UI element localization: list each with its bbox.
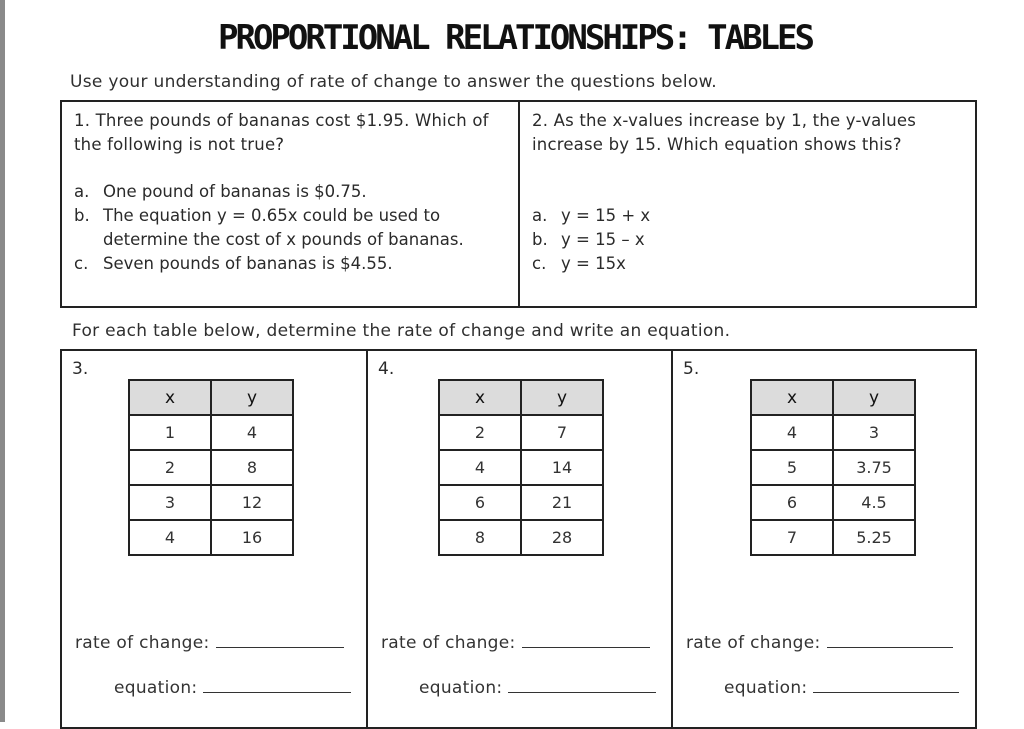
page-title: PROPORTIONAL RELATIONSHIPS: TABLES (218, 18, 812, 58)
table-row (439, 520, 603, 555)
cell-x: 4 (751, 415, 833, 450)
table-panel-5 (673, 351, 977, 727)
option-text: Seven pounds of bananas is $4.55. (103, 254, 393, 273)
question-1-options (74, 180, 513, 276)
cell-y: 5.25 (833, 520, 915, 555)
rate-of-change-blank[interactable] (216, 633, 344, 648)
rate-of-change-label: rate of change: (75, 633, 210, 653)
tables-instructions: For each table below, determine the rate of change and write an equation. (72, 321, 731, 341)
cell-y: 14 (521, 450, 603, 485)
rate-of-change-label: rate of change: (686, 633, 821, 653)
xy-table (750, 379, 916, 556)
cell-x: 2 (129, 450, 211, 485)
option-letter: a. (532, 206, 548, 225)
top-instructions: Use your understanding of rate of change to answer the questions below. (70, 72, 717, 92)
tables-box (60, 349, 977, 729)
xy-table (438, 379, 604, 556)
problem-number: 3. (72, 359, 89, 379)
equation-row (114, 678, 351, 698)
equation-label: equation: (724, 678, 808, 698)
rate-of-change-blank[interactable] (827, 633, 953, 648)
option-letter: b. (74, 206, 90, 225)
rate-of-change-row (686, 633, 953, 653)
cell-x: 8 (439, 520, 521, 555)
table-panel-4 (368, 351, 671, 727)
equation-row (419, 678, 656, 698)
table-panel-3 (62, 351, 366, 727)
table-row (129, 450, 293, 485)
question-1-option-c[interactable] (74, 252, 513, 276)
table-row (439, 485, 603, 520)
cell-y: 12 (211, 485, 293, 520)
rate-of-change-blank[interactable] (522, 633, 650, 648)
option-text: y = 15 – x (561, 230, 645, 249)
equation-label: equation: (419, 678, 503, 698)
equation-label: equation: (114, 678, 198, 698)
table-header-row (751, 380, 915, 415)
rate-of-change-label: rate of change: (381, 633, 516, 653)
problem-number: 4. (378, 359, 395, 379)
cell-x: 3 (129, 485, 211, 520)
cell-y: 3.75 (833, 450, 915, 485)
cell-y: 8 (211, 450, 293, 485)
header-y: y (211, 380, 293, 415)
question-2-prompt: 2. As the x-values increase by 1, the y-values increase by 15. Which equation shows this? (532, 111, 917, 154)
table-row (751, 520, 915, 555)
cell-y: 4.5 (833, 485, 915, 520)
table-row (129, 520, 293, 555)
option-text: One pound of bananas is $0.75. (103, 182, 367, 201)
cell-y: 7 (521, 415, 603, 450)
question-2-option-b[interactable] (532, 228, 650, 252)
cell-x: 7 (751, 520, 833, 555)
page-left-border (0, 0, 5, 722)
rate-of-change-row (75, 633, 344, 653)
xy-table (128, 379, 294, 556)
cell-x: 6 (751, 485, 833, 520)
questions-divider (518, 102, 520, 306)
option-letter: a. (74, 182, 90, 201)
cell-y: 21 (521, 485, 603, 520)
table-row (751, 485, 915, 520)
header-x: x (751, 380, 833, 415)
option-text: y = 15x (561, 254, 626, 273)
cell-x: 4 (129, 520, 211, 555)
header-x: x (129, 380, 211, 415)
question-1-prompt: 1. Three pounds of bananas cost $1.95. Which of the following is not true? (74, 111, 489, 154)
equation-row (724, 678, 959, 698)
header-y: y (833, 380, 915, 415)
question-2-options (532, 204, 650, 276)
table-row (439, 450, 603, 485)
cell-y: 4 (211, 415, 293, 450)
rate-of-change-row (381, 633, 650, 653)
table-row (129, 415, 293, 450)
question-1-option-a[interactable] (74, 180, 513, 204)
cell-x: 5 (751, 450, 833, 485)
problem-number: 5. (683, 359, 700, 379)
table-header-row (439, 380, 603, 415)
cell-x: 6 (439, 485, 521, 520)
option-letter: c. (74, 254, 89, 273)
questions-box (60, 100, 977, 308)
header-x: x (439, 380, 521, 415)
question-2-option-a[interactable] (532, 204, 650, 228)
option-text: y = 15 + x (561, 206, 651, 225)
equation-blank[interactable] (203, 678, 351, 693)
cell-x: 2 (439, 415, 521, 450)
question-1-option-b[interactable] (74, 204, 513, 252)
question-2-option-c[interactable] (532, 252, 650, 276)
cell-y: 16 (211, 520, 293, 555)
table-row (439, 415, 603, 450)
table-row (751, 415, 915, 450)
table-header-row (129, 380, 293, 415)
cell-x: 4 (439, 450, 521, 485)
header-y: y (521, 380, 603, 415)
table-row (751, 450, 915, 485)
cell-y: 3 (833, 415, 915, 450)
cell-x: 1 (129, 415, 211, 450)
cell-y: 28 (521, 520, 603, 555)
option-letter: c. (532, 254, 547, 273)
equation-blank[interactable] (813, 678, 959, 693)
table-row (129, 485, 293, 520)
option-letter: b. (532, 230, 548, 249)
equation-blank[interactable] (508, 678, 656, 693)
option-text: The equation y = 0.65x could be used to determine the cost of x pounds of bananas. (103, 206, 464, 249)
